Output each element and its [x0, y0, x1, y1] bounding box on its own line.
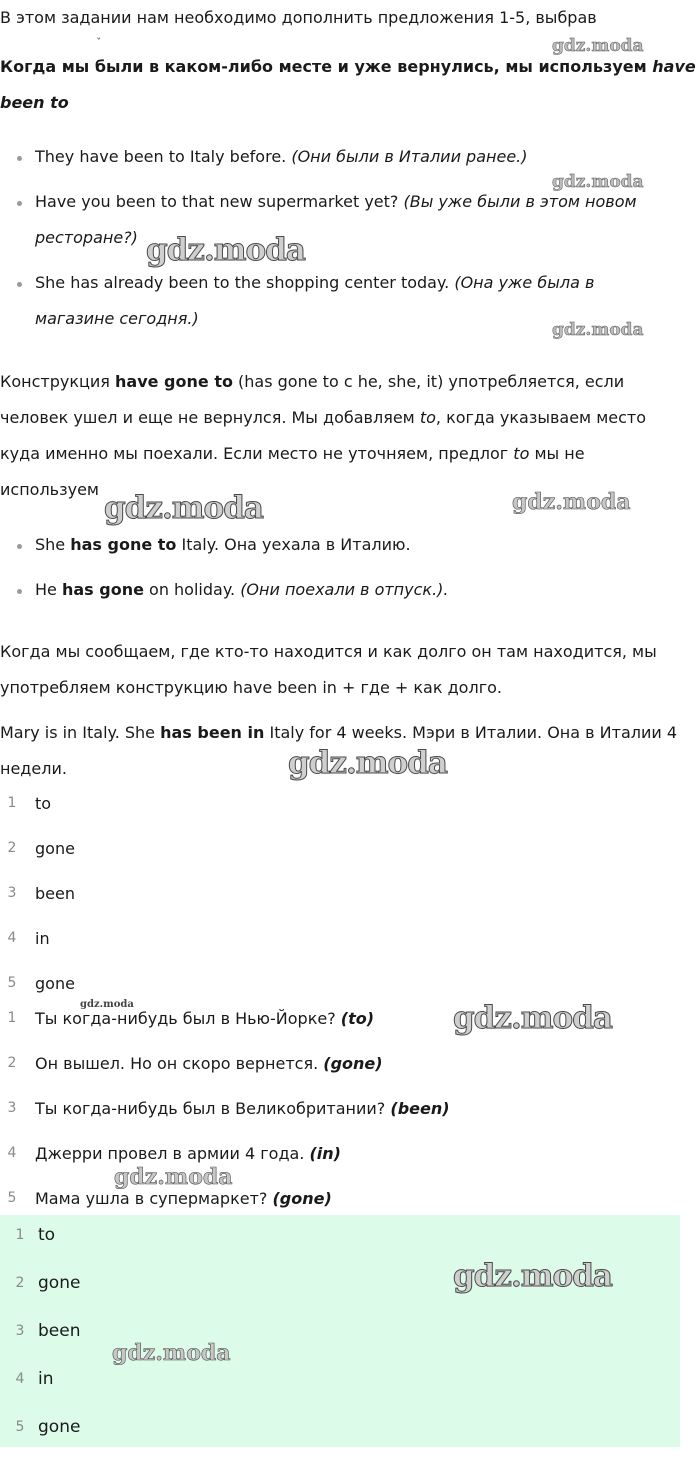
item-number: 4 — [7, 1145, 17, 1161]
item-number: 2 — [15, 1275, 25, 1291]
list-item: Have you been to that new supermarket yet? (Вы уже были в этом новом — [35, 192, 637, 211]
gone-to-line: куда именно мы поехали. Если место не уточняем, предлог to мы не — [0, 444, 585, 463]
bullet — [17, 156, 22, 161]
answer-text: in — [35, 929, 50, 948]
sentence: Он вышел. Но он скоро вернется. (gone) — [35, 1054, 383, 1073]
answer-text: in — [38, 1369, 54, 1389]
item-number: 5 — [7, 1190, 17, 1206]
answer-text: gone — [35, 839, 75, 858]
gone-to-line: используем — [0, 480, 99, 499]
been-in-line: Mary is in Italy. She has been in Italy for 4 weeks. Мэри в Италии. Она в Италии 4 — [0, 723, 678, 742]
answer-text: to — [38, 1225, 56, 1245]
watermark: gdz.moda — [114, 1164, 233, 1190]
list-item: She has already been to the shopping center today. (Она уже была в — [35, 273, 595, 292]
intro-line: В этом задании нам необходимо дополнить предложения 1-5, выбрав — [0, 8, 597, 27]
answer-text: to — [35, 794, 52, 813]
sentence: Мама ушла в супермаркет? (gone) — [35, 1189, 332, 1208]
item-number: 3 — [7, 1100, 17, 1116]
bullet — [17, 282, 22, 287]
item-number: 3 — [7, 885, 17, 901]
item-number: 4 — [7, 930, 17, 946]
item-number: 1 — [7, 1010, 17, 1026]
item-number: 5 — [15, 1419, 25, 1435]
watermark: gdz.moda — [453, 1000, 612, 1036]
watermark: gdz.moda — [112, 1340, 231, 1366]
watermark: gdz.moda — [552, 36, 644, 56]
sentence: Ты когда-нибудь был в Нью-Йорке? (to) — [35, 1009, 375, 1028]
sentence: Джерри провел в армии 4 года. (in) — [35, 1144, 341, 1163]
bullet — [17, 201, 22, 206]
answer-text: been — [38, 1321, 81, 1341]
list-item: He has gone on holiday. (Они поехали в отпуск.). — [35, 580, 449, 599]
watermark: gdz.moda — [104, 490, 263, 526]
list-item-cont: магазине сегодня.) — [35, 309, 199, 328]
item-number: 1 — [7, 795, 17, 811]
item-number: 2 — [7, 1055, 17, 1071]
been-to-heading: Когда мы были в каком-либо месте и уже вернулись, мы используем have — [0, 57, 696, 76]
list-item-cont: ресторане?) — [35, 228, 138, 247]
answer-text: gone — [35, 974, 75, 993]
item-number: 5 — [7, 975, 17, 991]
watermark: gdz.moda — [552, 172, 644, 192]
bullet — [17, 589, 22, 594]
sentence: Ты когда-нибудь был в Великобритании? (been) — [35, 1099, 450, 1118]
watermark: gdz.moda — [288, 745, 447, 781]
answer-text: been — [35, 884, 75, 903]
been-in-line: недели. — [0, 759, 67, 778]
list-item: They have been to Italy before. (Они были в Италии ранее.) — [35, 147, 528, 166]
item-number: 2 — [7, 840, 17, 856]
been-to-heading-cont: been to — [0, 93, 69, 112]
answer-text: gone — [38, 1273, 81, 1293]
been-in-line: употребляем конструкцию have been in + где + как долго. — [0, 678, 502, 697]
gone-to-line: Конструкция have gone to (has gone to с he, she, it) употребляется, если — [0, 372, 625, 391]
answer-text: gone — [38, 1417, 81, 1437]
gone-to-line: человек ушел и еще не вернулся. Мы добавляем to, когда указываем место — [0, 408, 647, 427]
item-number: 1 — [15, 1227, 25, 1243]
item-number: 4 — [15, 1371, 25, 1387]
watermark: gdz.moda — [453, 1258, 612, 1294]
watermark: gdz.moda — [80, 999, 134, 1010]
caret-mark: ˇ — [96, 36, 102, 49]
item-number: 3 — [15, 1323, 25, 1339]
watermark: gdz.moda — [552, 320, 644, 340]
been-in-line: Когда мы сообщаем, где кто-то находится и как долго он там находится, мы — [0, 642, 657, 661]
watermark: gdz.moda — [146, 232, 305, 268]
bullet — [17, 544, 22, 549]
answers-box — [0, 1215, 680, 1447]
list-item: She has gone to Italy. Она уехала в Италию. — [35, 535, 411, 554]
watermark: gdz.moda — [512, 489, 631, 515]
